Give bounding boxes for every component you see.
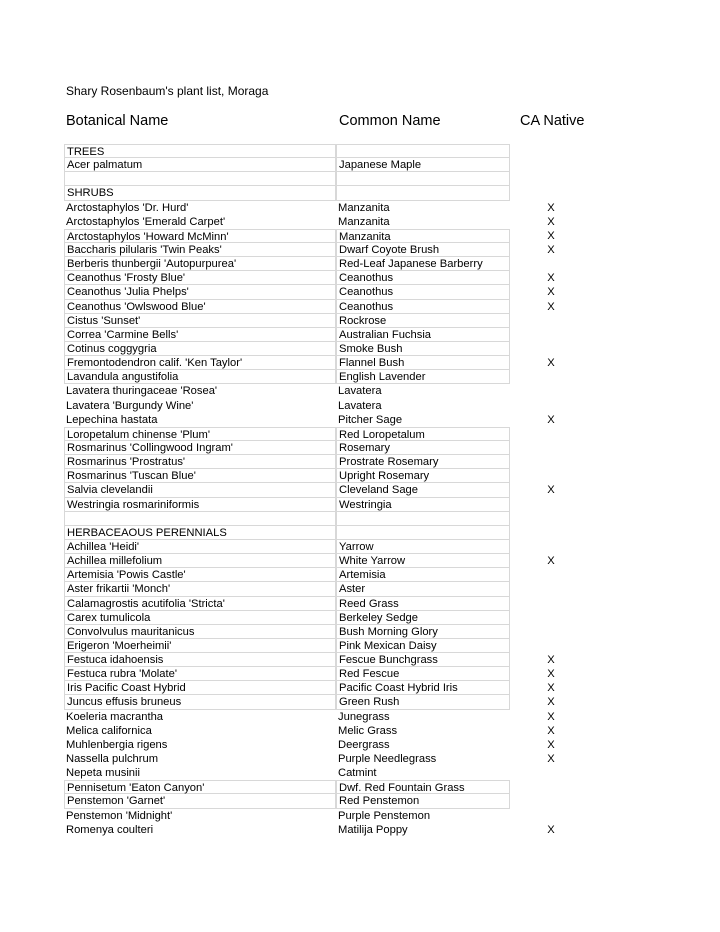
table-row: [0, 794, 720, 808]
ca-native-cell: X: [547, 555, 555, 568]
ca-native-cell: X: [547, 243, 555, 256]
botanical-name-cell: [64, 512, 336, 526]
ca-native-cell: [540, 540, 562, 554]
ca-native-cell: [540, 512, 562, 526]
table-row: [0, 229, 720, 243]
table-row: [0, 653, 720, 667]
botanical-name-cell: Lavandula angustifolia: [64, 370, 336, 384]
table-row: [0, 201, 720, 215]
ca-native-cell: [540, 625, 562, 639]
botanical-name-cell: Cotinus coggygria: [64, 342, 336, 356]
botanical-name-cell: Penstemon 'Garnet': [64, 794, 336, 808]
table-row: [0, 469, 720, 483]
common-name-cell: Japanese Maple: [336, 158, 510, 172]
ca-native-cell: [540, 144, 562, 158]
ca-native-cell: [540, 597, 562, 611]
table-row: [0, 328, 720, 342]
table-row: [0, 413, 720, 427]
common-name-cell: Red Fescue: [336, 667, 510, 681]
ca-native-cell: [540, 427, 562, 441]
table-row: [0, 667, 720, 681]
table-row: [0, 300, 720, 314]
table-row: [0, 625, 720, 639]
botanical-name-cell: Lepechina hastata: [66, 413, 158, 426]
table-row: [0, 695, 720, 709]
botanical-name-cell: Lavatera thuringaceae 'Rosea': [66, 385, 218, 398]
common-name-cell: Purple Needlegrass: [338, 753, 437, 766]
botanical-name-cell: Arctostaphylos 'Dr. Hurd': [66, 201, 189, 214]
table-row: [0, 540, 720, 554]
table-row: [0, 639, 720, 653]
common-name-cell: Pink Mexican Daisy: [336, 639, 510, 653]
ca-native-cell: X: [547, 300, 555, 313]
botanical-name-cell: Correa 'Carmine Bells': [64, 328, 336, 342]
botanical-name-cell: [64, 172, 336, 186]
ca-native-cell: [540, 186, 562, 200]
ca-native-cell: [540, 314, 562, 328]
ca-native-cell: [540, 568, 562, 582]
botanical-name-cell: Rosmarinus 'Prostratus': [64, 455, 336, 469]
table-row: [0, 568, 720, 582]
ca-native-cell: [540, 455, 562, 469]
ca-native-cell: [540, 441, 562, 455]
common-name-cell: Upright Rosemary: [336, 469, 510, 483]
botanical-name-cell: Acer palmatum: [64, 158, 336, 172]
common-name-cell: Red Penstemon: [336, 794, 510, 808]
ca-native-cell: [540, 172, 562, 186]
ca-native-cell: [540, 794, 562, 808]
ca-native-cell: [540, 158, 562, 172]
common-name-cell: Ceanothus: [336, 285, 510, 299]
table-row: [0, 370, 720, 384]
ca-native-cell: [540, 498, 562, 512]
botanical-name-cell: Pennisetum 'Eaton Canyon': [64, 780, 336, 794]
botanical-name-cell: Festuca idahoensis: [64, 653, 336, 667]
section-heading-row: [0, 186, 720, 200]
botanical-name-cell: TREES: [64, 144, 336, 158]
common-name-cell: Manzanita: [338, 215, 390, 228]
botanical-name-cell: Ceanothus 'Frosty Blue': [64, 271, 336, 285]
botanical-name-cell: Fremontodendron calif. 'Ken Taylor': [64, 356, 336, 370]
ca-native-cell: X: [547, 484, 555, 497]
table-row: [0, 724, 720, 738]
table-row: [0, 243, 720, 257]
header-common-name: Common Name: [339, 113, 441, 129]
common-name-cell: [336, 186, 510, 200]
table-row: [0, 441, 720, 455]
common-name-cell: [336, 144, 510, 158]
botanical-name-cell: Erigeron 'Moerheimii': [64, 639, 336, 653]
botanical-name-cell: SHRUBS: [64, 186, 336, 200]
table-row: [0, 342, 720, 356]
common-name-cell: Green Rush: [336, 695, 510, 709]
ca-native-cell: [540, 469, 562, 483]
common-name-cell: Rosemary: [336, 441, 510, 455]
common-name-cell: Lavatera: [338, 385, 382, 398]
botanical-name-cell: Romenya coulteri: [66, 823, 154, 836]
ca-native-cell: [540, 328, 562, 342]
table-row: [0, 271, 720, 285]
common-name-cell: Prostrate Rosemary: [336, 455, 510, 469]
table-row: [0, 257, 720, 271]
ca-native-cell: [540, 257, 562, 271]
common-name-cell: Manzanita: [336, 229, 510, 243]
botanical-name-cell: HERBACEAOUS PERENNIALS: [64, 526, 336, 540]
botanical-name-cell: Festuca rubra 'Molate': [64, 667, 336, 681]
ca-native-cell: X: [547, 724, 555, 737]
common-name-cell: Artemisia: [336, 568, 510, 582]
common-name-cell: [336, 512, 510, 526]
table-row: [0, 611, 720, 625]
common-name-cell: Reed Grass: [336, 597, 510, 611]
ca-native-cell: X: [547, 753, 555, 766]
ca-native-cell: [540, 342, 562, 356]
botanical-name-cell: Baccharis pilularis 'Twin Peaks': [64, 243, 336, 257]
common-name-cell: Ceanothus: [336, 271, 510, 285]
botanical-name-cell: Arctostaphylos 'Howard McMinn': [64, 229, 336, 243]
table-row: [0, 710, 720, 724]
table-row: [0, 356, 720, 370]
common-name-cell: [336, 526, 510, 540]
common-name-cell: Aster: [336, 582, 510, 596]
table-row: [0, 809, 720, 823]
botanical-name-cell: Carex tumulicola: [64, 611, 336, 625]
common-name-cell: Melic Grass: [338, 724, 398, 737]
table-row: [0, 752, 720, 766]
table-row: [0, 681, 720, 695]
botanical-name-cell: Rosmarinus 'Collingwood Ingram': [64, 441, 336, 455]
ca-native-cell: [540, 809, 562, 823]
header-botanical-name: Botanical Name: [66, 113, 169, 129]
botanical-name-cell: Arctostaphylos 'Emerald Carpet': [66, 215, 226, 228]
botanical-name-cell: Westringia rosmariniformis: [64, 498, 336, 512]
ca-native-cell: X: [547, 272, 555, 285]
common-name-cell: Catmint: [338, 767, 377, 780]
ca-native-cell: X: [547, 286, 555, 299]
ca-native-cell: [540, 399, 562, 413]
common-name-cell: Junegrass: [338, 710, 390, 723]
ca-native-cell: X: [547, 823, 555, 836]
common-name-cell: Flannel Bush: [336, 356, 510, 370]
ca-native-cell: X: [547, 413, 555, 426]
ca-native-cell: [540, 526, 562, 540]
botanical-name-cell: Salvia clevelandii: [64, 483, 336, 497]
ca-native-cell: X: [547, 710, 555, 723]
ca-native-cell: X: [547, 682, 555, 695]
common-name-cell: Westringia: [336, 498, 510, 512]
table-row: [0, 455, 720, 469]
ca-native-cell: [540, 370, 562, 384]
common-name-cell: English Lavender: [336, 370, 510, 384]
botanical-name-cell: Nassella pulchrum: [66, 753, 159, 766]
ca-native-cell: X: [547, 654, 555, 667]
common-name-cell: Red Loropetalum: [336, 427, 510, 441]
ca-native-cell: [540, 766, 562, 780]
botanical-name-cell: Lavatera 'Burgundy Wine': [66, 399, 194, 412]
ca-native-cell: [540, 611, 562, 625]
table-row: [0, 427, 720, 441]
botanical-name-cell: Convolvulus mauritanicus: [64, 625, 336, 639]
common-name-cell: Lavatera: [338, 399, 382, 412]
table-row: [0, 314, 720, 328]
table-row: [0, 384, 720, 398]
ca-native-cell: X: [547, 696, 555, 709]
common-name-cell: Bush Morning Glory: [336, 625, 510, 639]
botanical-name-cell: Achillea millefolium: [64, 554, 336, 568]
table-row: [0, 738, 720, 752]
common-name-cell: Ceanothus: [336, 300, 510, 314]
table-row: [0, 582, 720, 596]
botanical-name-cell: Muhlenbergia rigens: [66, 738, 168, 751]
table-row: [0, 285, 720, 299]
ca-native-cell: [540, 582, 562, 596]
common-name-cell: [336, 172, 510, 186]
common-name-cell: Purple Penstemon: [338, 809, 431, 822]
spacer-row: [0, 172, 720, 186]
table-row: [0, 158, 720, 172]
header-ca-native: CA Native: [520, 113, 585, 129]
ca-native-cell: X: [547, 215, 555, 228]
common-name-cell: Cleveland Sage: [336, 483, 510, 497]
common-name-cell: White Yarrow: [336, 554, 510, 568]
ca-native-cell: [540, 384, 562, 398]
ca-native-cell: [540, 780, 562, 794]
common-name-cell: Red-Leaf Japanese Barberry: [336, 257, 510, 271]
common-name-cell: Berkeley Sedge: [336, 611, 510, 625]
table-row: [0, 766, 720, 780]
section-heading-row: [0, 144, 720, 158]
common-name-cell: Deergrass: [338, 738, 390, 751]
botanical-name-cell: Berberis thunbergii 'Autopurpurea': [64, 257, 336, 271]
table-row: [0, 215, 720, 229]
common-name-cell: Pacific Coast Hybrid Iris: [336, 681, 510, 695]
section-heading-row: [0, 526, 720, 540]
table-row: [0, 483, 720, 497]
botanical-name-cell: Aster frikartii 'Monch': [64, 582, 336, 596]
botanical-name-cell: Nepeta musinii: [66, 767, 140, 780]
common-name-cell: Manzanita: [338, 201, 390, 214]
common-name-cell: Dwarf Coyote Brush: [336, 243, 510, 257]
ca-native-cell: [540, 639, 562, 653]
common-name-cell: Yarrow: [336, 540, 510, 554]
botanical-name-cell: Koeleria macrantha: [66, 710, 164, 723]
botanical-name-cell: Ceanothus 'Julia Phelps': [64, 285, 336, 299]
botanical-name-cell: Melica californica: [66, 724, 152, 737]
table-row: [0, 823, 720, 837]
common-name-cell: Pitcher Sage: [338, 413, 403, 426]
botanical-name-cell: Ceanothus 'Owlswood Blue': [64, 300, 336, 314]
botanical-name-cell: Loropetalum chinense 'Plum': [64, 427, 336, 441]
botanical-name-cell: Penstemon 'Midnight': [66, 809, 173, 822]
botanical-name-cell: Achillea 'Heidi': [64, 540, 336, 554]
botanical-name-cell: Calamagrostis acutifolia 'Stricta': [64, 597, 336, 611]
table-row: [0, 554, 720, 568]
ca-native-cell: X: [547, 738, 555, 751]
ca-native-cell: X: [547, 357, 555, 370]
botanical-name-cell: Cistus 'Sunset': [64, 314, 336, 328]
plant-table: [0, 144, 720, 837]
common-name-cell: Dwf. Red Fountain Grass: [336, 780, 510, 794]
botanical-name-cell: Artemisia 'Powis Castle': [64, 568, 336, 582]
table-row: [0, 780, 720, 794]
table-row: [0, 498, 720, 512]
common-name-cell: Fescue Bunchgrass: [336, 653, 510, 667]
botanical-name-cell: Rosmarinus 'Tuscan Blue': [64, 469, 336, 483]
spacer-row: [0, 512, 720, 526]
common-name-cell: Australian Fuchsia: [336, 328, 510, 342]
table-row: [0, 399, 720, 413]
ca-native-cell: X: [547, 668, 555, 681]
botanical-name-cell: Iris Pacific Coast Hybrid: [64, 681, 336, 695]
table-row: [0, 597, 720, 611]
ca-native-cell: X: [547, 201, 555, 214]
document-title: Shary Rosenbaum's plant list, Moraga: [66, 84, 269, 98]
ca-native-cell: X: [547, 229, 555, 242]
common-name-cell: Rockrose: [336, 314, 510, 328]
botanical-name-cell: Juncus effusis bruneus: [64, 695, 336, 709]
common-name-cell: Smoke Bush: [336, 342, 510, 356]
common-name-cell: Matilija Poppy: [338, 823, 408, 836]
